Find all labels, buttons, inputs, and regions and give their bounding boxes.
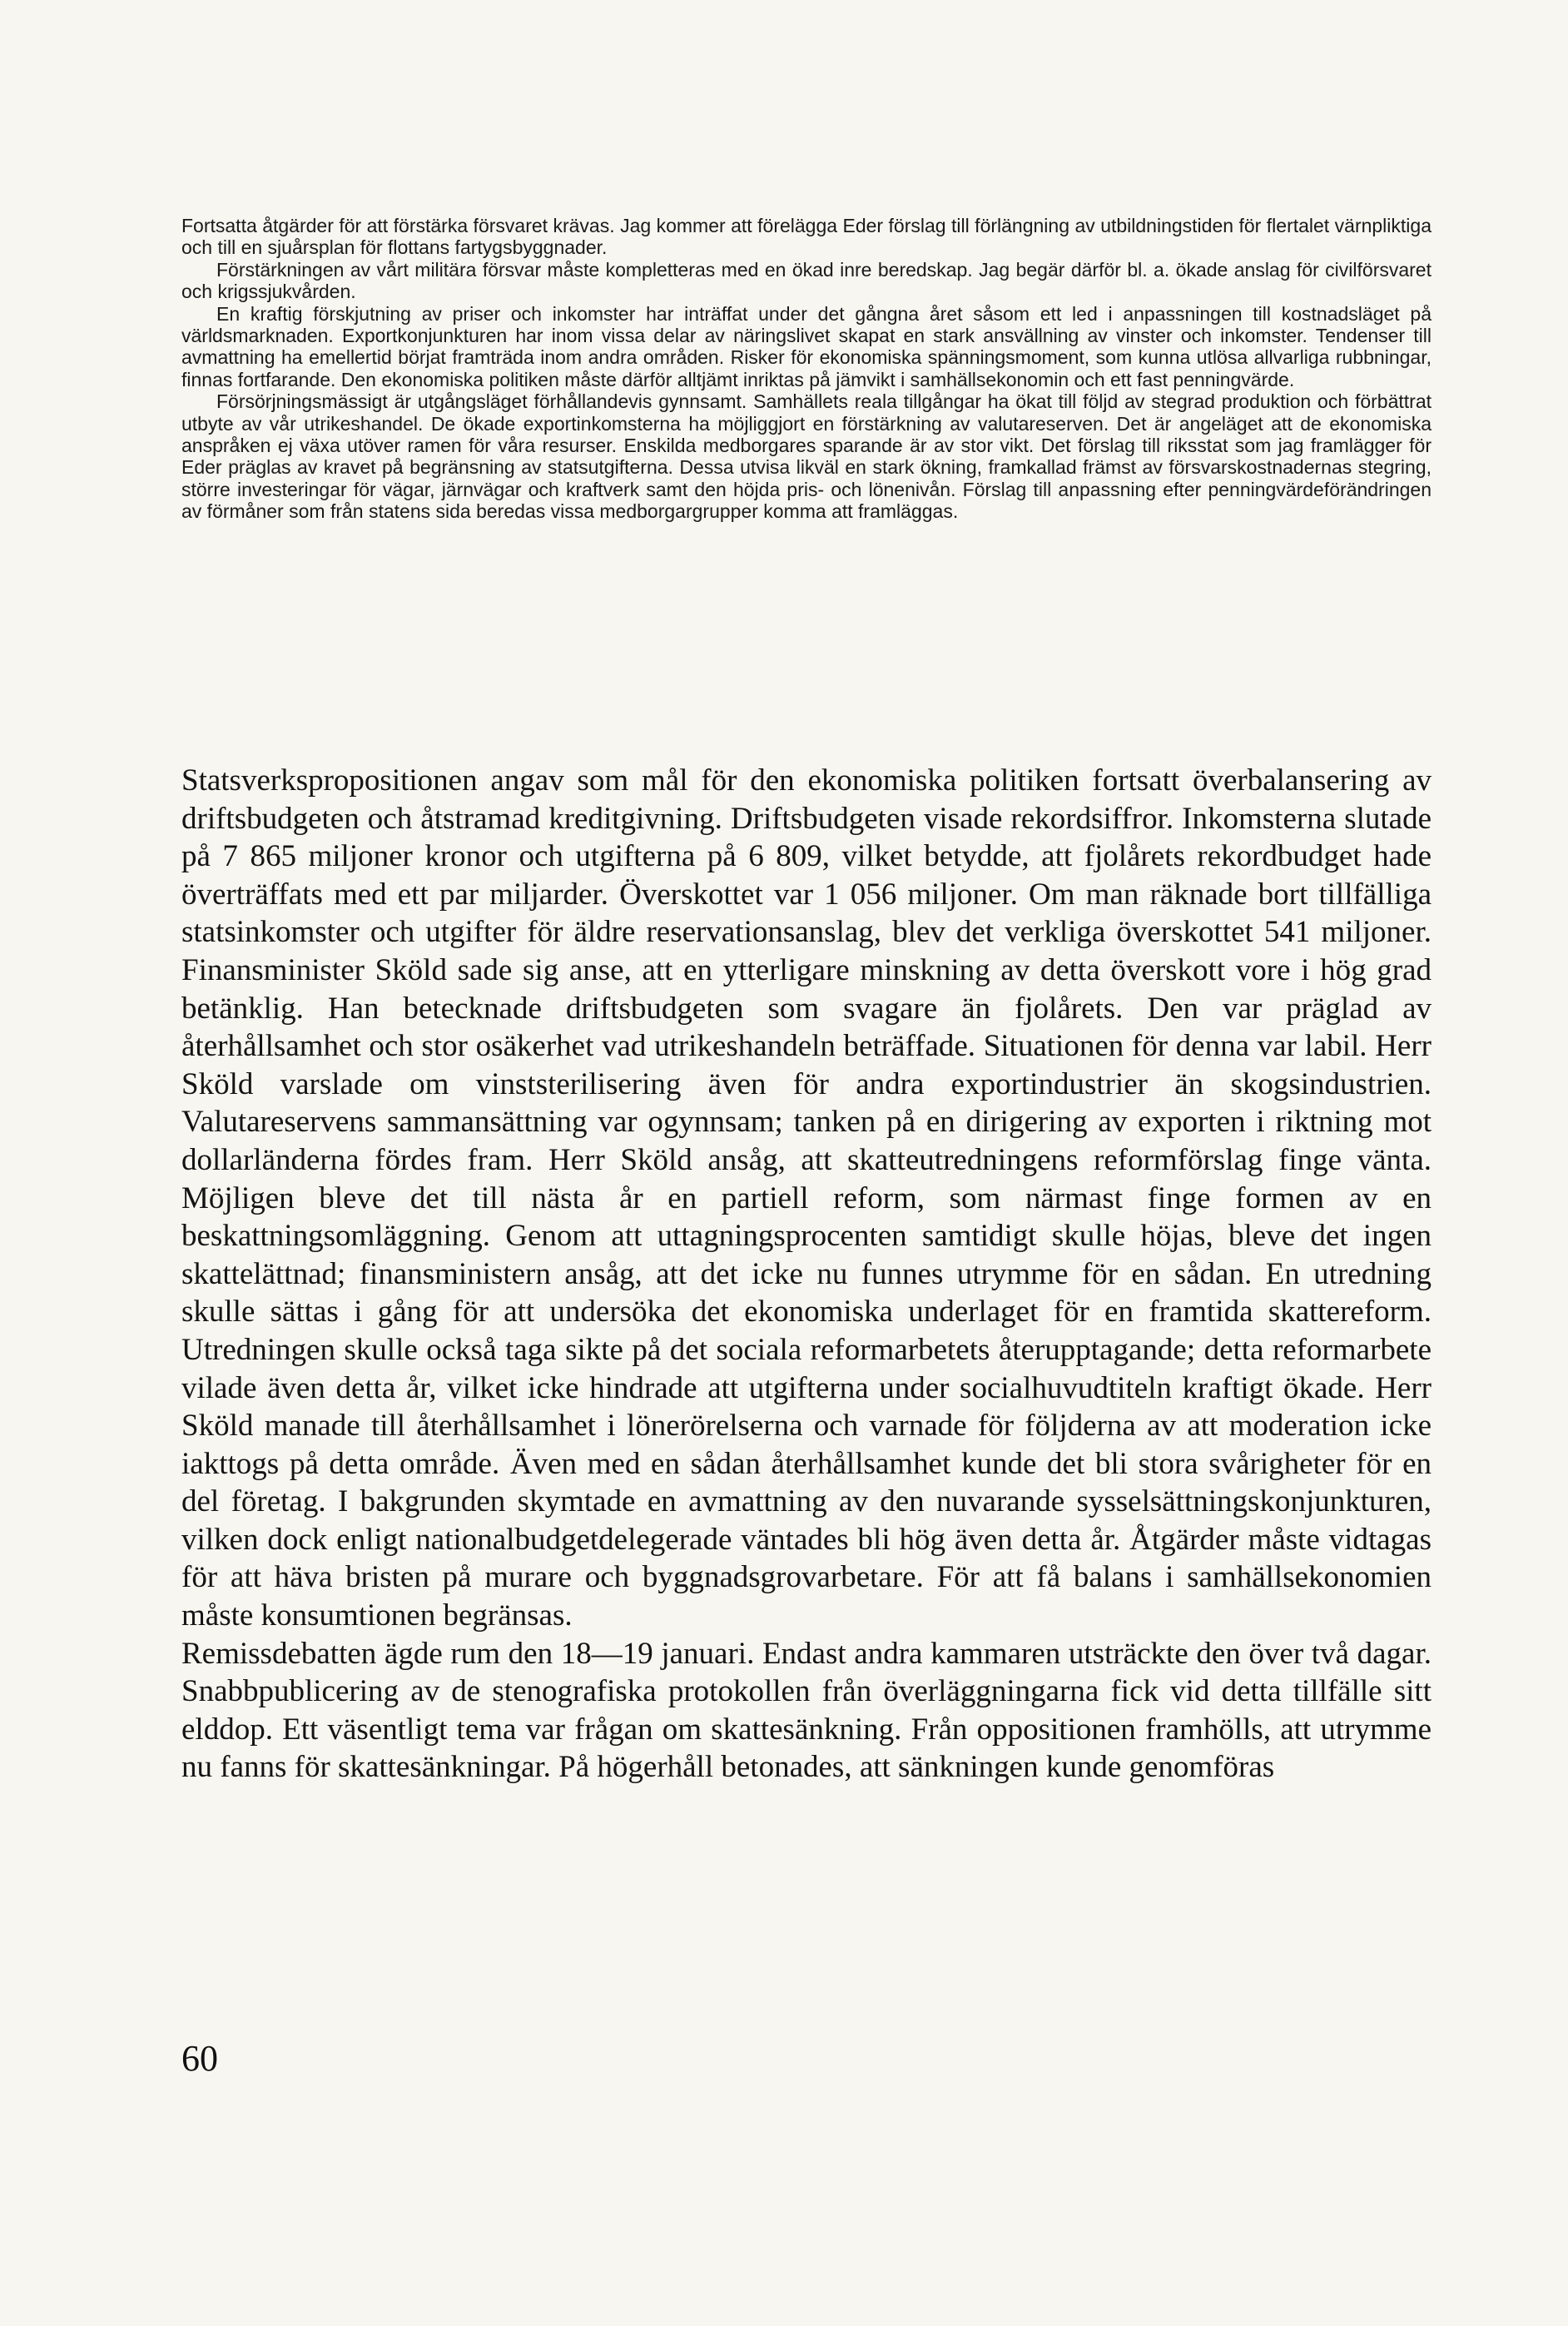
quote-paragraph: En kraftig förskjutning av priser och inkomster har inträffat under det gångna året såsom ett led i anpassningen till kostnadsläget på världsmarknaden. Exportkonjunkturen har inom vissa delar av näringslivet skapat en stark ansvällning av vinster och inkomster. Tendenser till avmattning ha emellertid börjat framträda inom andra områden. Risker för ekonomiska spänningsmoment, som kunna utlösa allvarliga rubbningar, finnas fortfarande. Den ekonomiska politiken måste därför alltjämt inriktas på jämvikt i samhällsekonomin och ett fast penningvärde. (181, 302, 1432, 390)
page-number: 60 (181, 2038, 218, 2079)
body-paragraph: Remissdebatten ägde rum den 18—19 januari. Endast andra kammaren utsträckte den över två dagar. Snabbpublicering av de stenografiska protokollen från överläggningarna fick vid detta tillfälle sitt elddop. Ett väsentligt tema var frågan om skattesänkning. Från oppositionen framhölls, att utrymme nu fanns för skattesänkningar. På högerhåll betonades, att sänkningen kunde genomföras (181, 1636, 1432, 1785)
body-text (181, 762, 1432, 1787)
quote-paragraph: Förstärkningen av vårt militära försvar måste kompletteras med en ökad inre beredskap. Jag begär därför bl. a. ökade anslag för civilförsvaret och krigssjukvården. (181, 258, 1432, 303)
quote-paragraph: Fortsatta åtgärder för att förstärka försvaret krävas. Jag kommer att förelägga Eder förslag till förlängning av utbildningstiden för flertalet värnpliktiga och till en sjuårsplan för flottans fartygsbyggnader. (181, 215, 1432, 259)
quote-paragraph: Försörjningsmässigt är utgångsläget förhållandevis gynnsamt. Samhällets reala tillgångar ha ökat till följd av stegrad produktion och förbättrat utbyte av vår utrikeshandel. De ökade exportinkomsterna ha möjliggjort en förstärkning av valutareserven. Det är angeläget att de ekonomiska anspråken ej växa utöver ramen för våra resurser. Enskilda medborgares sparande är av stor vikt. Det förslag till riksstat som jag framlägger för Eder präglas av kravet på begränsning av statsutgifterna. Dessa utvisa likväl en stark ökning, framkallad främst av försvarskostnadernas stegring, större investeringar för vägar, järnvägar och kraftverk samt den höjda pris- och lönenivån. Förslag till anpassning efter penningvärdeförändringen av förmåner som från statens sida beredas vissa medborgargrupper komma att framläggas. (181, 390, 1432, 523)
quoted-speech-block (181, 215, 1432, 523)
body-paragraph: Statsverkspropositionen angav som mål för den ekonomiska politiken fortsatt överbalansering av driftsbudgeten och åtstramad kreditgivning. Driftsbudgeten visade rekordsiffror. Inkomsterna slutade på 7 865 miljoner kronor och utgifterna på 6 809, vilket betydde, att fjolårets rekordbudget hade överträffats med ett par miljarder. Överskottet var 1 056 miljoner. Om man räknade bort tillfälliga statsinkomster och utgifter för äldre reservationsanslag, blev det verkliga överskottet 541 miljoner. Finansminister Sköld sade sig anse, att en ytterligare minskning av detta överskott vore i hög grad betänklig. Han betecknade driftsbudgeten som svagare än fjolårets. Den var präglad av återhållsamhet och stor osäkerhet vad utrikeshandeln beträffade. Situationen för denna var labil. Herr Sköld varslade om vinststerilisering även för andra exportindustrier än skogsindustrien. Valutareservens sammansättning var ogynnsam; tanken på en dirigering av exporten i riktning mot dollarländerna fördes fram. Herr Sköld ansåg, att skatteutredningens reformförslag finge vänta. Möjligen bleve det till nästa år en partiell reform, som närmast finge formen av en beskattningsomläggning. Genom att uttagningsprocenten samtidigt skulle höjas, bleve det ingen skattelättnad; finansministern ansåg, att det icke nu funnes utrymme för en sådan. En utredning skulle sättas i gång för att undersöka det ekonomiska underlaget för en framtida skattereform. Utredningen skulle också taga sikte på det sociala reformarbetets återupptagande; detta reformarbete vilade även detta år, vilket icke hindrade att utgifterna under socialhuvudtiteln kraftigt ökade. Herr Sköld manade till återhållsamhet i lönerörelserna och varnade för följderna av att moderation icke iakttogs på detta område. Även med en sådan återhållsamhet kunde det bli stora svårigheter för en del företag. I bakgrunden skymtade en avmattning av den nuvarande sysselsättningskonjunkturen, vilken dock enligt nationalbudgetdelegerade väntades bli hög även detta år. Åtgärder måste vidtagas för att häva bristen på murare och byggnadsgrovarbetare. För att få balans i samhällsekonomien måste konsumtionen begränsas. (181, 763, 1432, 1633)
